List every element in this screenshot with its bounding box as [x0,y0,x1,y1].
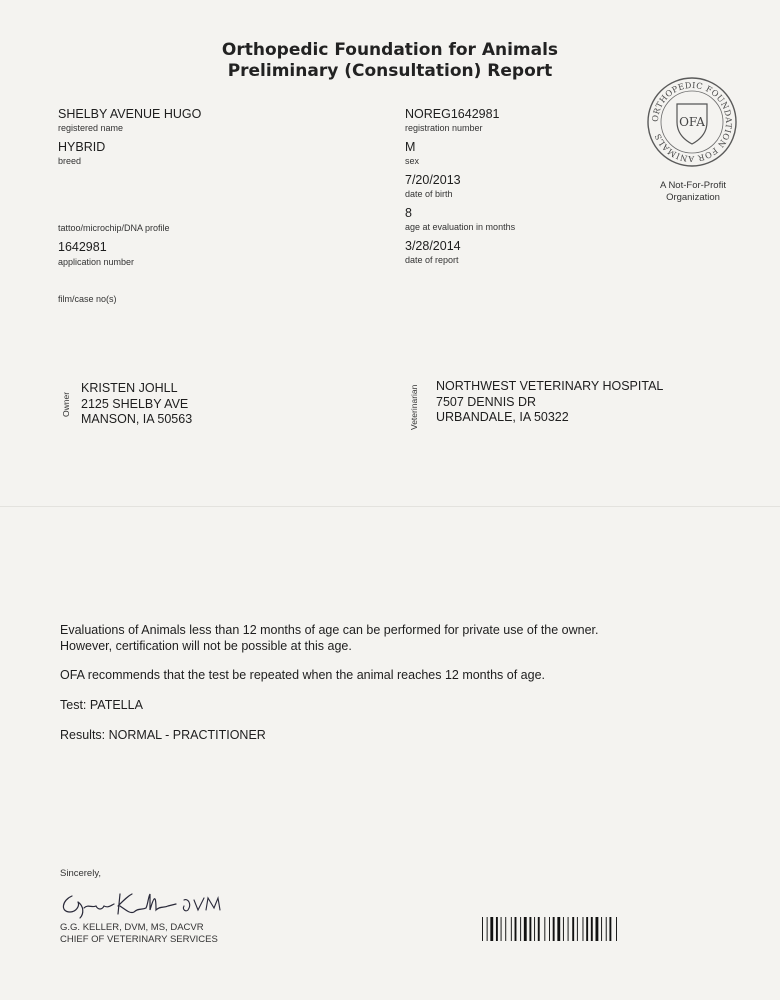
organization-note [628,180,758,204]
results-line: Results: NORMAL - PRACTITIONER [60,728,266,742]
signer-name: G.G. KELLER, DVM, MS, DACVR [60,922,204,933]
seal-center-text: OFA [679,115,705,129]
org-line1: A Not-For-Profit [660,180,726,191]
evaluation-notice-line1: Evaluations of Animals less than 12 months of age can be performed for private use of the owner. [60,623,599,637]
age-label: age at evaluation in months [405,222,516,232]
date-of-report-value: 3/28/2014 [405,239,461,253]
handwritten-signature [58,888,238,922]
evaluation-notice-line2: However, certification will not be possible at this age. [60,638,352,653]
owner-address [81,381,192,428]
test-line: Test: PATELLA [60,698,143,712]
org-line2: Organization [666,192,720,203]
application-number-value: 1642981 [58,240,107,254]
registered-name-value: SHELBY AVENUE HUGO [58,107,202,121]
breed-value: HYBRID [58,140,106,154]
registered-name-label: registered name [58,123,124,133]
seal-ring-text: ORTHOPEDIC FOUNDATION FOR ANIMALS [649,79,735,165]
tattoo-label: tattoo/microchip/DNA profile [58,223,170,233]
breed-label: breed [58,156,82,166]
veterinarian-address [436,379,663,426]
film-case-label: film/case no(s) [58,294,117,304]
date-of-birth-label: date of birth [405,189,453,199]
owner-city: MANSON, IA 50563 [81,412,193,426]
report-title-line2: Preliminary (Consultation) Report [227,61,553,81]
sex-value: M [405,140,416,154]
owner-street: 2125 SHELBY AVE [81,396,189,411]
recommendation-text: OFA recommends that the test be repeated when the animal reaches 12 months of age. [60,668,546,682]
owner-vertical-label: Owner [61,391,71,417]
evaluation-notice [60,623,599,654]
veterinarian-city: URBANDALE, IA 50322 [436,410,569,424]
sex-label: sex [405,156,420,166]
closing-text: Sincerely, [60,868,102,879]
registration-number-label: registration number [405,123,483,133]
ofa-seal-icon [640,76,744,168]
age-value: 8 [405,206,412,220]
registration-number-value: NOREG1642981 [405,107,500,121]
barcode-icon [482,917,660,941]
owner-name: KRISTEN JOHLL [81,381,178,395]
application-number-label: application number [58,257,135,267]
veterinarian-street: 7507 DENNIS DR [436,394,537,409]
signer-title: CHIEF OF VETERINARY SERVICES [60,934,218,945]
veterinarian-vertical-label: Veterinarian [409,384,419,430]
paper-fold-line [0,506,780,507]
date-of-report-label: date of report [405,255,459,265]
report-title-line1: Orthopedic Foundation for Animals [221,40,559,60]
veterinarian-name: NORTHWEST VETERINARY HOSPITAL [436,379,664,393]
date-of-birth-value: 7/20/2013 [405,173,461,187]
